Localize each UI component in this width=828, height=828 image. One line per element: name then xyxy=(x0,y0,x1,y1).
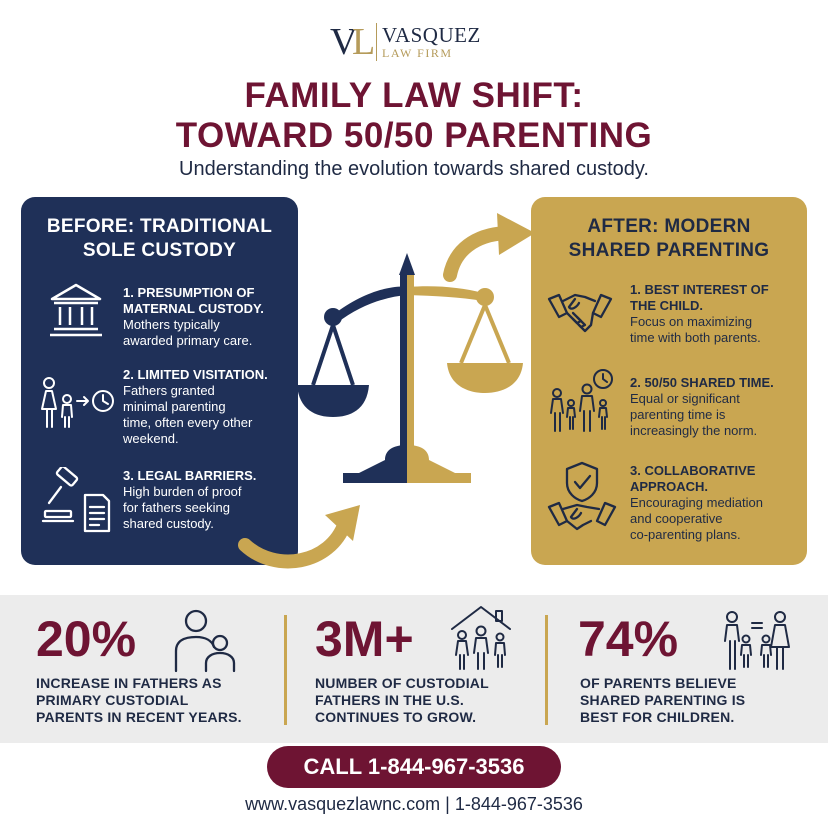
before-item-2-title: 2. LIMITED VISITATION. xyxy=(123,367,268,382)
before-item-1-title-line2: MATERNAL CUSTODY. xyxy=(123,301,264,316)
before-item-3-desc-line3: shared custody. xyxy=(123,516,214,531)
stats-band xyxy=(0,595,828,743)
after-item-2-desc-line2: parenting time is xyxy=(630,407,726,422)
stats-separator-1 xyxy=(284,615,287,725)
before-item-3-desc-line2: for fathers seeking xyxy=(123,500,230,515)
family-house-icon xyxy=(448,603,514,673)
monogram-l: L xyxy=(352,21,376,63)
after-item-3-title-line1: 3. COLLABORATIVE xyxy=(630,463,756,478)
after-item-2-desc-line1: Equal or significant xyxy=(630,391,740,406)
mother-child-clock-icon xyxy=(37,375,117,433)
page-title-line2: TOWARD 50/50 PARENTING xyxy=(175,116,653,155)
after-item-2 xyxy=(630,375,802,439)
call-button[interactable]: CALL 1-844-967-3536 xyxy=(267,746,561,788)
stat-1-description xyxy=(36,675,276,726)
stat-2-description xyxy=(315,675,540,726)
after-heading-line2: SHARED PARENTING xyxy=(568,240,770,261)
stat-3-description xyxy=(580,675,810,726)
after-item-1 xyxy=(630,282,802,346)
monogram-logo xyxy=(330,22,374,62)
courthouse-icon xyxy=(46,281,106,339)
logo-divider xyxy=(376,23,377,61)
after-item-3-title-line2: APPROACH. xyxy=(630,479,709,494)
stat-3-line1: OF PARENTS BELIEVE xyxy=(580,675,737,691)
after-heading-line1: AFTER: MODERN xyxy=(587,216,751,237)
before-item-3-title: 3. LEGAL BARRIERS. xyxy=(123,468,257,483)
stat-3-line2: SHARED PARENTING IS xyxy=(580,692,746,708)
after-item-3-desc-line3: co-parenting plans. xyxy=(630,527,741,542)
page-subtitle: Understanding the evolution towards shared custody. xyxy=(179,158,649,180)
before-heading-line2: SOLE CUSTODY xyxy=(82,240,237,261)
after-panel xyxy=(531,197,807,565)
page-title-line1: FAMILY LAW SHIFT: xyxy=(244,76,584,115)
after-item-3-desc-line2: and cooperative xyxy=(630,511,723,526)
stat-1-value: 20% xyxy=(36,611,137,667)
stat-2-line1: NUMBER OF CUSTODIAL xyxy=(315,675,489,691)
stat-2-value: 3M+ xyxy=(315,611,414,667)
footer-contact[interactable]: www.vasquezlawnc.com | 1-844-967-3536 xyxy=(245,794,583,814)
after-item-1-desc-line1: Focus on maximizing xyxy=(630,314,753,329)
before-item-2-desc-line3: time, often every other xyxy=(123,415,253,430)
before-item-2-desc-line4: weekend. xyxy=(123,431,179,446)
brand-subtitle: LAW FIRM xyxy=(382,46,453,60)
before-item-2-desc-line1: Fathers granted xyxy=(123,383,215,398)
before-item-1-desc-line2: awarded primary care. xyxy=(123,333,253,348)
stat-1-line1: INCREASE IN FATHERS AS xyxy=(36,675,222,691)
brand-logo xyxy=(330,20,510,64)
after-item-3-desc-line1: Encouraging mediation xyxy=(630,495,763,510)
before-item-2-desc-line2: minimal parenting xyxy=(123,399,226,414)
before-heading-line1: BEFORE: TRADITIONAL xyxy=(46,216,273,237)
scales-of-justice-icon xyxy=(235,205,535,585)
stat-1-line2: PRIMARY CUSTODIAL xyxy=(36,692,189,708)
rising-arrow-icon xyxy=(245,523,345,561)
shield-handshake-icon xyxy=(547,461,617,533)
monogram-v: V xyxy=(330,21,358,63)
after-heading xyxy=(531,215,807,263)
after-item-1-title-line2: THE CHILD. xyxy=(630,298,703,313)
brand-name: VASQUEZ xyxy=(382,23,481,47)
equal-parents-icon xyxy=(720,609,794,675)
after-item-1-title-line1: 1. BEST INTEREST OF xyxy=(630,282,769,297)
stat-3-value: 74% xyxy=(578,611,679,667)
father-child-icon xyxy=(172,607,238,673)
before-item-3-desc-line1: High burden of proof xyxy=(123,484,242,499)
stat-1-line3: PARENTS IN RECENT YEARS. xyxy=(36,709,242,725)
after-item-1-desc-line2: time with both parents. xyxy=(630,330,761,345)
upward-arrow-icon xyxy=(450,233,505,275)
before-item-1-desc-line1: Mothers typically xyxy=(123,317,220,332)
family-clock-icon xyxy=(547,367,627,437)
after-item-3 xyxy=(630,463,802,543)
gavel-document-icon xyxy=(41,467,113,535)
after-item-2-title: 2. 50/50 SHARED TIME. xyxy=(630,375,774,390)
after-item-2-desc-line3: increasingly the norm. xyxy=(630,423,758,438)
handshake-icon xyxy=(547,285,613,335)
stat-2-line2: FATHERS IN THE U.S. xyxy=(315,692,464,708)
stats-separator-2 xyxy=(545,615,548,725)
stat-3-line3: BEST FOR CHILDREN. xyxy=(580,709,735,725)
before-item-1-title-line1: 1. PRESUMPTION OF xyxy=(123,285,255,300)
stat-2-line3: CONTINUES TO GROW. xyxy=(315,709,477,725)
